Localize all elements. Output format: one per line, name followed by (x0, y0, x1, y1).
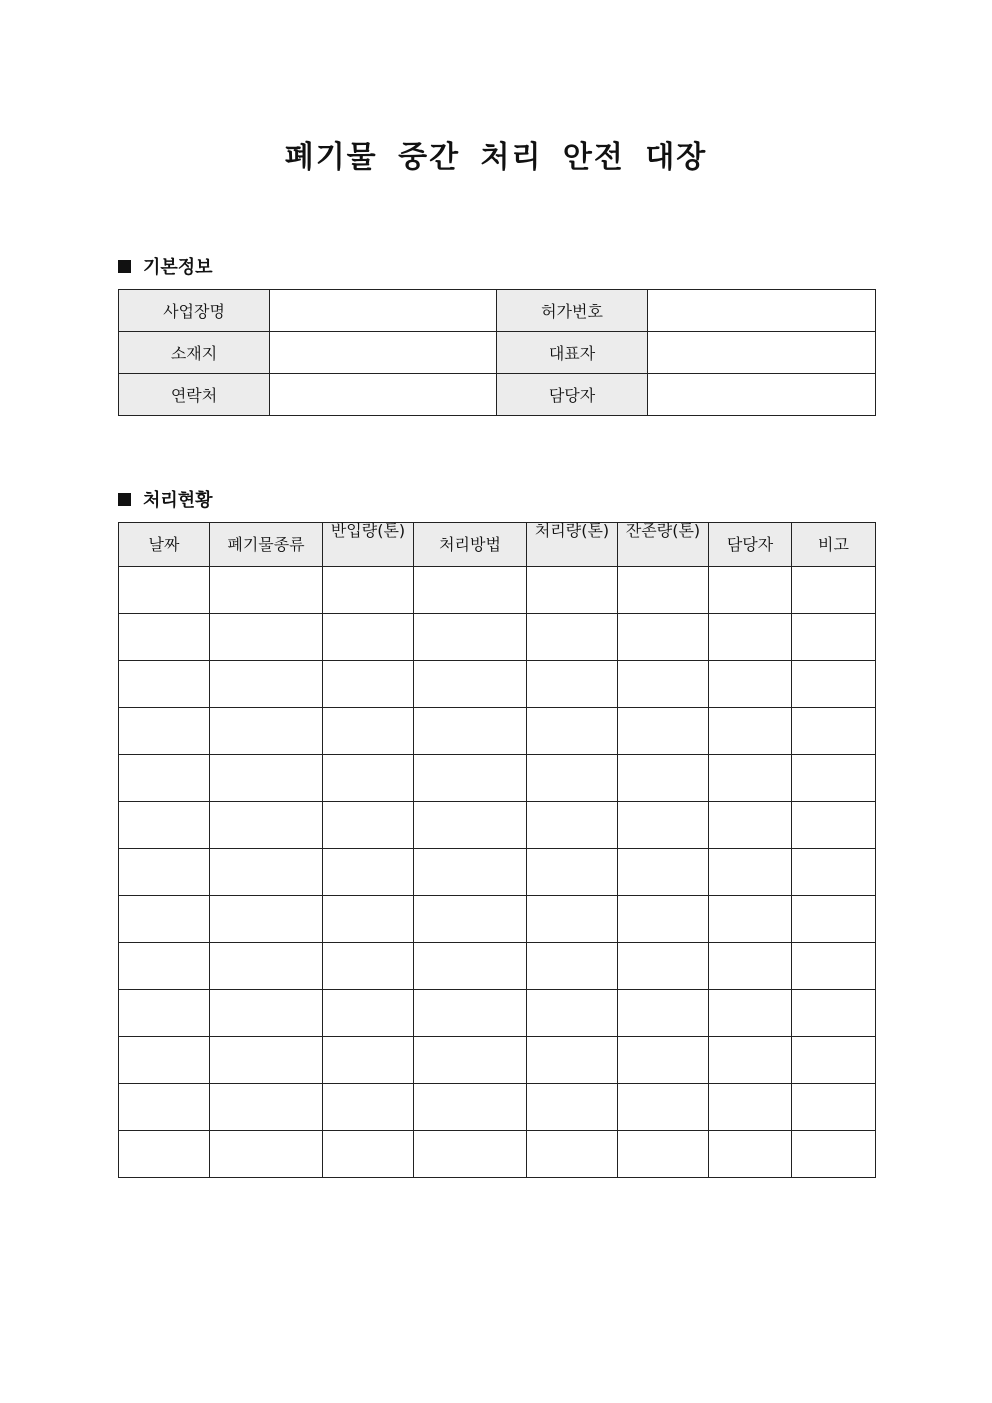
table-cell[interactable] (119, 708, 210, 755)
table-cell[interactable] (210, 614, 323, 661)
table-cell[interactable] (210, 943, 323, 990)
table-cell[interactable] (414, 755, 527, 802)
table-cell[interactable] (618, 943, 709, 990)
table-cell[interactable] (323, 567, 414, 614)
info-row (119, 374, 876, 416)
table-cell[interactable] (119, 990, 210, 1037)
table-cell[interactable] (323, 802, 414, 849)
table-cell[interactable] (527, 990, 618, 1037)
table-cell[interactable] (527, 943, 618, 990)
info-row (119, 332, 876, 374)
table-cell[interactable] (709, 849, 792, 896)
table-cell[interactable] (527, 614, 618, 661)
processing-status-heading-text: 처리현황 (143, 490, 213, 511)
table-cell[interactable] (210, 1131, 323, 1178)
table-cell[interactable] (527, 567, 618, 614)
table-row (119, 1037, 876, 1084)
table-cell[interactable] (119, 896, 210, 943)
table-cell[interactable] (792, 1037, 876, 1084)
column-header (618, 520, 709, 567)
info-value-field[interactable] (270, 290, 497, 332)
table-cell[interactable] (119, 802, 210, 849)
info-row (119, 290, 876, 332)
table-cell[interactable] (323, 708, 414, 755)
table-cell[interactable] (210, 661, 323, 708)
column-header: 날짜 (119, 523, 210, 567)
table-cell[interactable] (792, 943, 876, 990)
table-cell[interactable] (618, 896, 709, 943)
table-cell[interactable] (709, 896, 792, 943)
info-value-field[interactable] (270, 332, 497, 374)
table-row (119, 614, 876, 661)
info-value-field[interactable] (270, 374, 497, 416)
table-cell[interactable] (323, 896, 414, 943)
table-cell[interactable] (709, 943, 792, 990)
table-cell[interactable] (792, 567, 876, 614)
table-row (119, 943, 876, 990)
table-cell[interactable] (119, 1084, 210, 1131)
processing-status-table (118, 522, 876, 1178)
table-cell[interactable] (119, 1131, 210, 1178)
processing-status-heading (118, 486, 213, 512)
table-row (119, 849, 876, 896)
table-cell[interactable] (527, 1084, 618, 1131)
table-cell[interactable] (709, 661, 792, 708)
table-cell[interactable] (210, 896, 323, 943)
column-header-label: 반입량(톤) (330, 520, 406, 540)
info-label: 사업장명 (119, 290, 270, 332)
column-header: 처리방법 (414, 523, 527, 567)
table-cell[interactable] (414, 1131, 527, 1178)
column-header: 폐기물종류 (210, 523, 323, 567)
basic-info-table (118, 289, 876, 416)
table-cell[interactable] (414, 802, 527, 849)
table-cell[interactable] (323, 1131, 414, 1178)
table-cell[interactable] (414, 849, 527, 896)
table-cell[interactable] (119, 755, 210, 802)
table-cell[interactable] (709, 990, 792, 1037)
table-cell[interactable] (323, 1084, 414, 1131)
table-cell[interactable] (709, 708, 792, 755)
table-cell[interactable] (323, 755, 414, 802)
table-row (119, 755, 876, 802)
table-cell[interactable] (414, 896, 527, 943)
table-cell[interactable] (210, 1084, 323, 1131)
table-cell[interactable] (792, 1131, 876, 1178)
table-cell[interactable] (210, 849, 323, 896)
table-cell[interactable] (210, 1037, 323, 1084)
table-cell[interactable] (527, 1037, 618, 1084)
table-cell[interactable] (323, 661, 414, 708)
table-cell[interactable] (709, 802, 792, 849)
table-cell[interactable] (323, 1037, 414, 1084)
table-row (119, 1131, 876, 1178)
column-header: 비고 (792, 523, 876, 567)
document-title: 폐기물 중간 처리 안전 대장 (284, 140, 708, 175)
table-cell[interactable] (119, 661, 210, 708)
basic-info-heading (118, 253, 213, 279)
table-cell[interactable] (792, 802, 876, 849)
square-bullet-icon (118, 260, 131, 273)
table-cell[interactable] (618, 614, 709, 661)
table-cell[interactable] (210, 755, 323, 802)
info-label: 허가번호 (497, 290, 648, 332)
table-row (119, 708, 876, 755)
table-cell[interactable] (792, 896, 876, 943)
table-cell[interactable] (618, 1037, 709, 1084)
table-cell[interactable] (618, 802, 709, 849)
table-cell[interactable] (527, 849, 618, 896)
table-cell[interactable] (709, 755, 792, 802)
table-cell[interactable] (323, 849, 414, 896)
table-cell[interactable] (709, 1084, 792, 1131)
table-cell[interactable] (618, 849, 709, 896)
table-cell[interactable] (618, 708, 709, 755)
table-cell[interactable] (618, 567, 709, 614)
table-cell[interactable] (792, 1084, 876, 1131)
table-cell[interactable] (414, 1084, 527, 1131)
table-cell[interactable] (618, 755, 709, 802)
table-cell[interactable] (618, 1084, 709, 1131)
square-bullet-icon (118, 493, 131, 506)
info-label: 대표자 (497, 332, 648, 374)
table-header-row (119, 523, 876, 567)
table-cell[interactable] (323, 990, 414, 1037)
table-cell[interactable] (792, 614, 876, 661)
table-cell[interactable] (119, 849, 210, 896)
table-cell[interactable] (119, 1037, 210, 1084)
table-cell[interactable] (527, 1131, 618, 1178)
table-cell[interactable] (527, 708, 618, 755)
column-header (323, 520, 414, 567)
table-cell[interactable] (210, 708, 323, 755)
table-cell[interactable] (792, 708, 876, 755)
table-cell[interactable] (618, 1131, 709, 1178)
column-header-label: 잔존량(톤) (625, 520, 701, 540)
info-value-field[interactable] (648, 332, 876, 374)
table-row (119, 661, 876, 708)
table-row (119, 896, 876, 943)
table-cell[interactable] (414, 614, 527, 661)
table-cell[interactable] (210, 567, 323, 614)
table-cell[interactable] (323, 614, 414, 661)
table-cell[interactable] (709, 1131, 792, 1178)
table-cell[interactable] (414, 567, 527, 614)
table-cell[interactable] (792, 990, 876, 1037)
table-cell[interactable] (414, 708, 527, 755)
table-cell[interactable] (709, 567, 792, 614)
info-label: 담당자 (497, 374, 648, 416)
table-cell[interactable] (119, 943, 210, 990)
table-cell[interactable] (792, 849, 876, 896)
table-cell[interactable] (709, 614, 792, 661)
table-cell[interactable] (414, 661, 527, 708)
table-cell[interactable] (119, 614, 210, 661)
table-row (119, 802, 876, 849)
column-header-label: 처리량(톤) (534, 520, 610, 540)
table-cell[interactable] (414, 943, 527, 990)
table-cell[interactable] (792, 661, 876, 708)
column-header (527, 520, 618, 567)
info-value-field[interactable] (648, 374, 876, 416)
table-cell[interactable] (119, 567, 210, 614)
table-cell[interactable] (414, 990, 527, 1037)
table-cell[interactable] (210, 802, 323, 849)
table-cell[interactable] (527, 661, 618, 708)
table-cell[interactable] (792, 755, 876, 802)
table-cell[interactable] (527, 896, 618, 943)
table-cell[interactable] (323, 943, 414, 990)
table-cell[interactable] (618, 661, 709, 708)
table-cell[interactable] (618, 990, 709, 1037)
table-cell[interactable] (527, 755, 618, 802)
info-label: 연락처 (119, 374, 270, 416)
basic-info-heading-text: 기본정보 (143, 257, 213, 278)
table-cell[interactable] (527, 802, 618, 849)
table-cell[interactable] (210, 990, 323, 1037)
table-cell[interactable] (709, 1037, 792, 1084)
table-cell[interactable] (414, 1037, 527, 1084)
table-row (119, 1084, 876, 1131)
column-header: 담당자 (709, 523, 792, 567)
table-row (119, 990, 876, 1037)
info-label: 소재지 (119, 332, 270, 374)
table-row (119, 567, 876, 614)
info-value-field[interactable] (648, 290, 876, 332)
